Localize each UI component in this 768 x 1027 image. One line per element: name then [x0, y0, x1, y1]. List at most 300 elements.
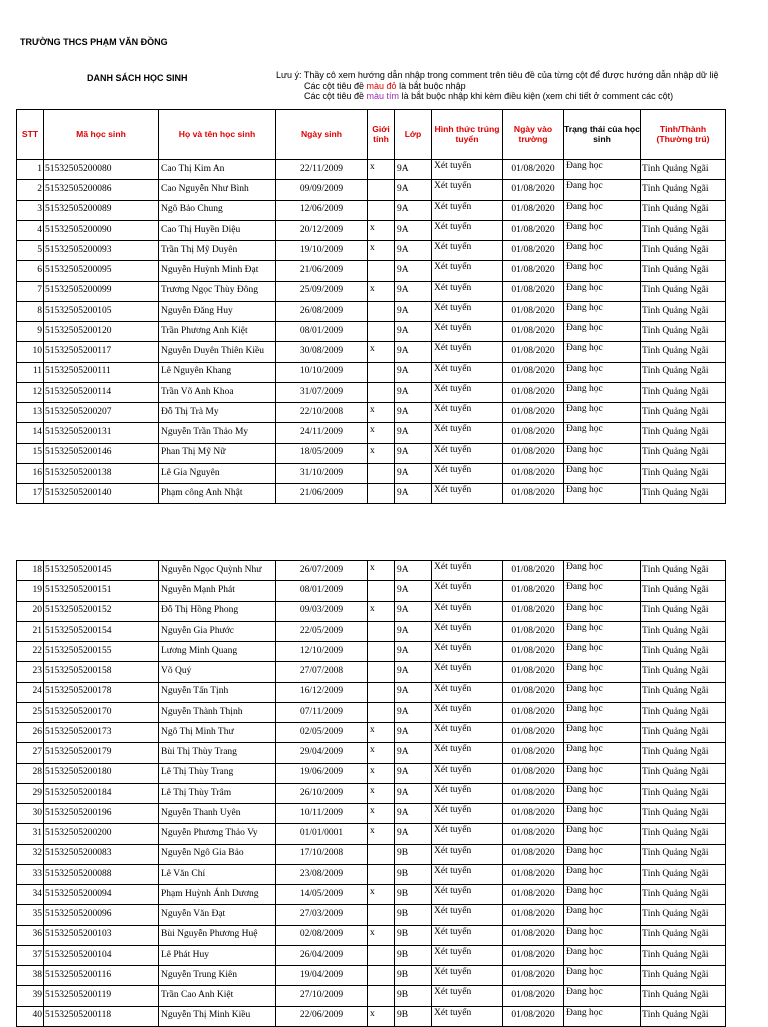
cell-class[interactable]: 9A — [395, 581, 432, 601]
cell-class[interactable]: 9A — [395, 763, 432, 783]
cell-birth-date[interactable]: 17/10/2008 — [276, 844, 368, 864]
cell-birth-date[interactable]: 29/04/2009 — [276, 743, 368, 763]
cell-stt[interactable]: 5 — [17, 241, 44, 261]
cell-stt[interactable]: 8 — [17, 301, 44, 321]
cell-status[interactable]: Đang học — [564, 1006, 641, 1026]
cell-province[interactable]: Tỉnh Quảng Ngãi — [641, 160, 726, 180]
cell-enroll-date[interactable]: 01/08/2020 — [503, 301, 564, 321]
cell-student-id[interactable]: 51532505200094 — [44, 885, 159, 905]
cell-status[interactable]: Đang học — [564, 723, 641, 743]
cell-student-name[interactable]: Phan Thị Mỹ Nữ — [159, 443, 276, 463]
cell-admission-type[interactable]: Xét tuyển — [432, 180, 503, 200]
cell-enroll-date[interactable]: 01/08/2020 — [503, 463, 564, 483]
cell-enroll-date[interactable]: 01/08/2020 — [503, 743, 564, 763]
cell-status[interactable]: Đang học — [564, 702, 641, 722]
cell-birth-date[interactable]: 12/10/2009 — [276, 642, 368, 662]
cell-student-name[interactable]: Nguyễn Phương Thảo Vy — [159, 824, 276, 844]
cell-stt[interactable]: 24 — [17, 682, 44, 702]
cell-province[interactable]: Tỉnh Quảng Ngãi — [641, 824, 726, 844]
cell-enroll-date[interactable]: 01/08/2020 — [503, 443, 564, 463]
cell-province[interactable]: Tỉnh Quảng Ngãi — [641, 423, 726, 443]
cell-province[interactable]: Tỉnh Quảng Ngãi — [641, 200, 726, 220]
cell-stt[interactable]: 26 — [17, 723, 44, 743]
cell-student-id[interactable]: 51532505200120 — [44, 322, 159, 342]
cell-province[interactable]: Tỉnh Quảng Ngãi — [641, 844, 726, 864]
cell-province[interactable]: Tỉnh Quảng Ngãi — [641, 281, 726, 301]
cell-gender[interactable]: x — [368, 925, 395, 945]
cell-birth-date[interactable]: 21/06/2009 — [276, 261, 368, 281]
cell-gender[interactable]: x — [368, 824, 395, 844]
cell-student-id[interactable]: 51532505200105 — [44, 301, 159, 321]
cell-class[interactable]: 9B — [395, 864, 432, 884]
cell-gender[interactable] — [368, 621, 395, 641]
cell-enroll-date[interactable]: 01/08/2020 — [503, 241, 564, 261]
cell-student-name[interactable]: Lê Phát Huy — [159, 945, 276, 965]
cell-class[interactable]: 9A — [395, 403, 432, 423]
cell-student-id[interactable]: 51532505200090 — [44, 220, 159, 240]
cell-status[interactable]: Đang học — [564, 642, 641, 662]
cell-province[interactable]: Tỉnh Quảng Ngãi — [641, 763, 726, 783]
cell-enroll-date[interactable]: 01/08/2020 — [503, 281, 564, 301]
cell-birth-date[interactable]: 10/10/2009 — [276, 362, 368, 382]
cell-province[interactable]: Tỉnh Quảng Ngãi — [641, 702, 726, 722]
cell-enroll-date[interactable]: 01/08/2020 — [503, 601, 564, 621]
cell-student-name[interactable]: Nguyễn Thị Minh Kiều — [159, 1006, 276, 1026]
cell-stt[interactable]: 16 — [17, 463, 44, 483]
cell-stt[interactable]: 13 — [17, 403, 44, 423]
cell-birth-date[interactable]: 10/11/2009 — [276, 804, 368, 824]
cell-admission-type[interactable]: Xét tuyển — [432, 642, 503, 662]
cell-status[interactable]: Đang học — [564, 241, 641, 261]
cell-class[interactable]: 9A — [395, 180, 432, 200]
cell-admission-type[interactable]: Xét tuyển — [432, 322, 503, 342]
cell-status[interactable]: Đang học — [564, 783, 641, 803]
cell-gender[interactable] — [368, 200, 395, 220]
cell-gender[interactable] — [368, 463, 395, 483]
cell-enroll-date[interactable]: 01/08/2020 — [503, 180, 564, 200]
cell-birth-date[interactable]: 27/03/2009 — [276, 905, 368, 925]
cell-status[interactable]: Đang học — [564, 382, 641, 402]
cell-stt[interactable]: 10 — [17, 342, 44, 362]
cell-admission-type[interactable]: Xét tuyển — [432, 220, 503, 240]
cell-gender[interactable] — [368, 180, 395, 200]
cell-class[interactable]: 9B — [395, 844, 432, 864]
cell-gender[interactable]: x — [368, 342, 395, 362]
cell-gender[interactable]: x — [368, 443, 395, 463]
cell-admission-type[interactable]: Xét tuyển — [432, 342, 503, 362]
cell-status[interactable]: Đang học — [564, 844, 641, 864]
cell-stt[interactable]: 18 — [17, 561, 44, 581]
cell-birth-date[interactable]: 31/07/2009 — [276, 382, 368, 402]
cell-enroll-date[interactable]: 01/08/2020 — [503, 220, 564, 240]
cell-admission-type[interactable]: Xét tuyển — [432, 763, 503, 783]
cell-student-id[interactable]: 51532505200140 — [44, 484, 159, 504]
cell-province[interactable]: Tỉnh Quảng Ngãi — [641, 642, 726, 662]
cell-province[interactable]: Tỉnh Quảng Ngãi — [641, 743, 726, 763]
cell-student-name[interactable]: Bùi Thị Thùy Trang — [159, 743, 276, 763]
cell-enroll-date[interactable]: 01/08/2020 — [503, 925, 564, 945]
cell-birth-date[interactable]: 26/10/2009 — [276, 783, 368, 803]
cell-gender[interactable]: x — [368, 561, 395, 581]
cell-admission-type[interactable]: Xét tuyển — [432, 621, 503, 641]
cell-student-id[interactable]: 51532505200119 — [44, 986, 159, 1006]
cell-stt[interactable]: 36 — [17, 925, 44, 945]
cell-stt[interactable]: 7 — [17, 281, 44, 301]
cell-student-name[interactable]: Nguyễn Ngọc Quỳnh Như — [159, 561, 276, 581]
cell-class[interactable]: 9A — [395, 322, 432, 342]
cell-enroll-date[interactable]: 01/08/2020 — [503, 945, 564, 965]
cell-student-name[interactable]: Lê Nguyên Khang — [159, 362, 276, 382]
cell-birth-date[interactable]: 31/10/2009 — [276, 463, 368, 483]
cell-birth-date[interactable]: 26/04/2009 — [276, 945, 368, 965]
cell-gender[interactable] — [368, 581, 395, 601]
cell-student-id[interactable]: 51532505200158 — [44, 662, 159, 682]
cell-admission-type[interactable]: Xét tuyển — [432, 484, 503, 504]
cell-student-name[interactable]: Nguyễn Tấn Tịnh — [159, 682, 276, 702]
cell-enroll-date[interactable]: 01/08/2020 — [503, 864, 564, 884]
cell-province[interactable]: Tỉnh Quảng Ngãi — [641, 301, 726, 321]
cell-birth-date[interactable]: 27/07/2008 — [276, 662, 368, 682]
cell-gender[interactable] — [368, 261, 395, 281]
cell-enroll-date[interactable]: 01/08/2020 — [503, 844, 564, 864]
cell-enroll-date[interactable]: 01/08/2020 — [503, 382, 564, 402]
cell-admission-type[interactable]: Xét tuyển — [432, 945, 503, 965]
cell-student-name[interactable]: Lương Minh Quang — [159, 642, 276, 662]
cell-enroll-date[interactable]: 01/08/2020 — [503, 642, 564, 662]
cell-status[interactable]: Đang học — [564, 905, 641, 925]
cell-province[interactable]: Tỉnh Quảng Ngãi — [641, 682, 726, 702]
cell-birth-date[interactable]: 25/09/2009 — [276, 281, 368, 301]
cell-province[interactable]: Tỉnh Quảng Ngãi — [641, 322, 726, 342]
cell-student-id[interactable]: 51532505200083 — [44, 844, 159, 864]
cell-status[interactable]: Đang học — [564, 443, 641, 463]
cell-gender[interactable]: x — [368, 885, 395, 905]
cell-stt[interactable]: 22 — [17, 642, 44, 662]
cell-province[interactable]: Tỉnh Quảng Ngãi — [641, 342, 726, 362]
cell-birth-date[interactable]: 01/01/0001 — [276, 824, 368, 844]
cell-admission-type[interactable]: Xét tuyển — [432, 463, 503, 483]
cell-enroll-date[interactable]: 01/08/2020 — [503, 905, 564, 925]
cell-province[interactable]: Tỉnh Quảng Ngãi — [641, 581, 726, 601]
cell-status[interactable]: Đang học — [564, 403, 641, 423]
cell-status[interactable]: Đang học — [564, 864, 641, 884]
cell-province[interactable]: Tỉnh Quảng Ngãi — [641, 180, 726, 200]
cell-province[interactable]: Tỉnh Quảng Ngãi — [641, 783, 726, 803]
cell-student-id[interactable]: 51532505200152 — [44, 601, 159, 621]
cell-student-id[interactable]: 51532505200086 — [44, 180, 159, 200]
cell-province[interactable]: Tỉnh Quảng Ngãi — [641, 362, 726, 382]
cell-gender[interactable]: x — [368, 783, 395, 803]
cell-student-name[interactable]: Trần Thị Mỹ Duyên — [159, 241, 276, 261]
cell-student-name[interactable]: Đỗ Thị Trà My — [159, 403, 276, 423]
cell-student-id[interactable]: 51532505200104 — [44, 945, 159, 965]
cell-enroll-date[interactable]: 01/08/2020 — [503, 423, 564, 443]
cell-birth-date[interactable]: 22/05/2009 — [276, 621, 368, 641]
cell-gender[interactable] — [368, 362, 395, 382]
cell-status[interactable]: Đang học — [564, 743, 641, 763]
cell-admission-type[interactable]: Xét tuyển — [432, 443, 503, 463]
cell-enroll-date[interactable]: 01/08/2020 — [503, 362, 564, 382]
cell-status[interactable]: Đang học — [564, 423, 641, 443]
cell-birth-date[interactable]: 20/12/2009 — [276, 220, 368, 240]
cell-student-id[interactable]: 51532505200099 — [44, 281, 159, 301]
cell-status[interactable]: Đang học — [564, 824, 641, 844]
cell-stt[interactable]: 14 — [17, 423, 44, 443]
cell-admission-type[interactable]: Xét tuyển — [432, 561, 503, 581]
cell-class[interactable]: 9A — [395, 561, 432, 581]
cell-class[interactable]: 9A — [395, 423, 432, 443]
cell-admission-type[interactable]: Xét tuyển — [432, 160, 503, 180]
cell-status[interactable]: Đang học — [564, 561, 641, 581]
cell-student-name[interactable]: Lê Gia Nguyên — [159, 463, 276, 483]
cell-status[interactable]: Đang học — [564, 804, 641, 824]
cell-status[interactable]: Đang học — [564, 342, 641, 362]
cell-student-name[interactable]: Nguyễn Duyên Thiên Kiều — [159, 342, 276, 362]
cell-student-name[interactable]: Nguyễn Trần Thảo My — [159, 423, 276, 443]
cell-gender[interactable] — [368, 966, 395, 986]
cell-birth-date[interactable]: 27/10/2009 — [276, 986, 368, 1006]
cell-enroll-date[interactable]: 01/08/2020 — [503, 484, 564, 504]
cell-stt[interactable]: 29 — [17, 783, 44, 803]
cell-student-name[interactable]: Cao Thị Huyền Diệu — [159, 220, 276, 240]
cell-province[interactable]: Tỉnh Quảng Ngãi — [641, 621, 726, 641]
cell-gender[interactable] — [368, 662, 395, 682]
cell-admission-type[interactable]: Xét tuyển — [432, 804, 503, 824]
cell-class[interactable]: 9A — [395, 662, 432, 682]
cell-student-id[interactable]: 51532505200088 — [44, 864, 159, 884]
cell-student-name[interactable]: Nguyễn Mạnh Phát — [159, 581, 276, 601]
cell-enroll-date[interactable]: 01/08/2020 — [503, 261, 564, 281]
cell-admission-type[interactable]: Xét tuyển — [432, 403, 503, 423]
cell-province[interactable]: Tỉnh Quảng Ngãi — [641, 662, 726, 682]
cell-enroll-date[interactable]: 01/08/2020 — [503, 403, 564, 423]
cell-student-name[interactable]: Nguyễn Văn Đạt — [159, 905, 276, 925]
cell-admission-type[interactable]: Xét tuyển — [432, 864, 503, 884]
cell-stt[interactable]: 20 — [17, 601, 44, 621]
cell-class[interactable]: 9B — [395, 905, 432, 925]
cell-admission-type[interactable]: Xét tuyển — [432, 1006, 503, 1026]
cell-admission-type[interactable]: Xét tuyển — [432, 601, 503, 621]
cell-birth-date[interactable]: 09/09/2009 — [276, 180, 368, 200]
cell-admission-type[interactable]: Xét tuyển — [432, 423, 503, 443]
cell-status[interactable]: Đang học — [564, 966, 641, 986]
cell-student-id[interactable]: 51532505200200 — [44, 824, 159, 844]
cell-admission-type[interactable]: Xét tuyển — [432, 281, 503, 301]
cell-enroll-date[interactable]: 01/08/2020 — [503, 783, 564, 803]
cell-admission-type[interactable]: Xét tuyển — [432, 261, 503, 281]
cell-stt[interactable]: 9 — [17, 322, 44, 342]
cell-province[interactable]: Tỉnh Quảng Ngãi — [641, 925, 726, 945]
cell-admission-type[interactable]: Xét tuyển — [432, 723, 503, 743]
cell-admission-type[interactable]: Xét tuyển — [432, 925, 503, 945]
cell-class[interactable]: 9B — [395, 966, 432, 986]
cell-status[interactable]: Đang học — [564, 885, 641, 905]
cell-student-id[interactable]: 51532505200178 — [44, 682, 159, 702]
cell-province[interactable]: Tỉnh Quảng Ngãi — [641, 382, 726, 402]
cell-enroll-date[interactable]: 01/08/2020 — [503, 966, 564, 986]
cell-class[interactable]: 9A — [395, 621, 432, 641]
cell-province[interactable]: Tỉnh Quảng Ngãi — [641, 484, 726, 504]
cell-gender[interactable] — [368, 682, 395, 702]
cell-student-name[interactable]: Trương Ngọc Thùy Đông — [159, 281, 276, 301]
cell-class[interactable]: 9A — [395, 160, 432, 180]
cell-status[interactable]: Đang học — [564, 160, 641, 180]
cell-student-name[interactable]: Nguyễn Đăng Huy — [159, 301, 276, 321]
cell-gender[interactable] — [368, 702, 395, 722]
cell-student-name[interactable]: Nguyễn Gia Phước — [159, 621, 276, 641]
cell-class[interactable]: 9B — [395, 885, 432, 905]
cell-birth-date[interactable]: 19/04/2009 — [276, 966, 368, 986]
cell-stt[interactable]: 21 — [17, 621, 44, 641]
cell-status[interactable]: Đang học — [564, 180, 641, 200]
cell-class[interactable]: 9A — [395, 220, 432, 240]
cell-student-id[interactable]: 51532505200114 — [44, 382, 159, 402]
cell-enroll-date[interactable]: 01/08/2020 — [503, 342, 564, 362]
cell-stt[interactable]: 35 — [17, 905, 44, 925]
cell-class[interactable]: 9A — [395, 261, 432, 281]
cell-admission-type[interactable]: Xét tuyển — [432, 702, 503, 722]
cell-stt[interactable]: 17 — [17, 484, 44, 504]
cell-class[interactable]: 9A — [395, 723, 432, 743]
cell-stt[interactable]: 30 — [17, 804, 44, 824]
cell-gender[interactable] — [368, 864, 395, 884]
cell-class[interactable]: 9B — [395, 1006, 432, 1026]
cell-enroll-date[interactable]: 01/08/2020 — [503, 1006, 564, 1026]
cell-province[interactable]: Tỉnh Quảng Ngãi — [641, 403, 726, 423]
cell-status[interactable]: Đang học — [564, 261, 641, 281]
cell-enroll-date[interactable]: 01/08/2020 — [503, 885, 564, 905]
cell-class[interactable]: 9B — [395, 945, 432, 965]
cell-birth-date[interactable]: 14/05/2009 — [276, 885, 368, 905]
cell-student-id[interactable]: 51532505200111 — [44, 362, 159, 382]
cell-stt[interactable]: 40 — [17, 1006, 44, 1026]
cell-admission-type[interactable]: Xét tuyển — [432, 382, 503, 402]
cell-birth-date[interactable]: 24/11/2009 — [276, 423, 368, 443]
cell-gender[interactable] — [368, 382, 395, 402]
cell-class[interactable]: 9A — [395, 443, 432, 463]
cell-stt[interactable]: 27 — [17, 743, 44, 763]
cell-gender[interactable]: x — [368, 804, 395, 824]
cell-province[interactable]: Tỉnh Quảng Ngãi — [641, 241, 726, 261]
cell-gender[interactable] — [368, 642, 395, 662]
cell-status[interactable]: Đang học — [564, 986, 641, 1006]
cell-student-name[interactable]: Ngô Bảo Chung — [159, 200, 276, 220]
cell-stt[interactable]: 11 — [17, 362, 44, 382]
cell-birth-date[interactable]: 16/12/2009 — [276, 682, 368, 702]
cell-status[interactable]: Đang học — [564, 463, 641, 483]
cell-class[interactable]: 9A — [395, 682, 432, 702]
cell-class[interactable]: 9A — [395, 484, 432, 504]
cell-gender[interactable]: x — [368, 743, 395, 763]
cell-province[interactable]: Tỉnh Quảng Ngãi — [641, 601, 726, 621]
cell-student-name[interactable]: Cao Thị Kim An — [159, 160, 276, 180]
cell-stt[interactable]: 6 — [17, 261, 44, 281]
cell-class[interactable]: 9A — [395, 241, 432, 261]
cell-birth-date[interactable]: 12/06/2009 — [276, 200, 368, 220]
cell-class[interactable]: 9A — [395, 382, 432, 402]
cell-gender[interactable]: x — [368, 1006, 395, 1026]
cell-gender[interactable] — [368, 905, 395, 925]
cell-gender[interactable]: x — [368, 763, 395, 783]
cell-province[interactable]: Tỉnh Quảng Ngãi — [641, 945, 726, 965]
cell-enroll-date[interactable]: 01/08/2020 — [503, 160, 564, 180]
cell-stt[interactable]: 15 — [17, 443, 44, 463]
cell-class[interactable]: 9A — [395, 301, 432, 321]
cell-status[interactable]: Đang học — [564, 662, 641, 682]
cell-admission-type[interactable]: Xét tuyển — [432, 362, 503, 382]
cell-birth-date[interactable]: 26/07/2009 — [276, 561, 368, 581]
cell-province[interactable]: Tỉnh Quảng Ngãi — [641, 864, 726, 884]
cell-stt[interactable]: 31 — [17, 824, 44, 844]
cell-province[interactable]: Tỉnh Quảng Ngãi — [641, 905, 726, 925]
cell-gender[interactable] — [368, 301, 395, 321]
cell-status[interactable]: Đang học — [564, 925, 641, 945]
cell-student-id[interactable]: 51532505200103 — [44, 925, 159, 945]
cell-stt[interactable]: 25 — [17, 702, 44, 722]
cell-student-name[interactable]: Trần Phương Anh Kiệt — [159, 322, 276, 342]
cell-birth-date[interactable]: 02/05/2009 — [276, 723, 368, 743]
cell-stt[interactable]: 19 — [17, 581, 44, 601]
cell-status[interactable]: Đang học — [564, 200, 641, 220]
cell-province[interactable]: Tỉnh Quảng Ngãi — [641, 261, 726, 281]
cell-student-name[interactable]: Phạm Huỳnh Ánh Dương — [159, 885, 276, 905]
cell-birth-date[interactable]: 30/08/2009 — [276, 342, 368, 362]
cell-gender[interactable] — [368, 945, 395, 965]
cell-stt[interactable]: 3 — [17, 200, 44, 220]
cell-stt[interactable]: 34 — [17, 885, 44, 905]
cell-stt[interactable]: 39 — [17, 986, 44, 1006]
cell-gender[interactable]: x — [368, 423, 395, 443]
cell-student-id[interactable]: 51532505200145 — [44, 561, 159, 581]
cell-status[interactable]: Đang học — [564, 601, 641, 621]
cell-student-name[interactable]: Nguyễn Thanh Uyên — [159, 804, 276, 824]
cell-birth-date[interactable]: 22/06/2009 — [276, 1006, 368, 1026]
cell-class[interactable]: 9B — [395, 986, 432, 1006]
cell-student-id[interactable]: 51532505200154 — [44, 621, 159, 641]
cell-enroll-date[interactable]: 01/08/2020 — [503, 662, 564, 682]
cell-student-id[interactable]: 51532505200155 — [44, 642, 159, 662]
cell-class[interactable]: 9A — [395, 804, 432, 824]
cell-enroll-date[interactable]: 01/08/2020 — [503, 322, 564, 342]
cell-stt[interactable]: 1 — [17, 160, 44, 180]
cell-admission-type[interactable]: Xét tuyển — [432, 844, 503, 864]
cell-student-name[interactable]: Nguyễn Trung Kiên — [159, 966, 276, 986]
cell-province[interactable]: Tỉnh Quảng Ngãi — [641, 723, 726, 743]
cell-student-id[interactable]: 51532505200207 — [44, 403, 159, 423]
cell-gender[interactable]: x — [368, 601, 395, 621]
cell-student-name[interactable]: Nguyễn Huỳnh Minh Đạt — [159, 261, 276, 281]
cell-class[interactable]: 9A — [395, 601, 432, 621]
cell-enroll-date[interactable]: 01/08/2020 — [503, 763, 564, 783]
cell-class[interactable]: 9A — [395, 463, 432, 483]
cell-province[interactable]: Tỉnh Quảng Ngãi — [641, 220, 726, 240]
cell-student-name[interactable]: Lê Văn Chí — [159, 864, 276, 884]
cell-status[interactable]: Đang học — [564, 763, 641, 783]
cell-enroll-date[interactable]: 01/08/2020 — [503, 682, 564, 702]
cell-student-name[interactable]: Phạm công Anh Nhật — [159, 484, 276, 504]
cell-student-name[interactable]: Lê Thị Thùy Trâm — [159, 783, 276, 803]
cell-enroll-date[interactable]: 01/08/2020 — [503, 723, 564, 743]
cell-status[interactable]: Đang học — [564, 301, 641, 321]
cell-birth-date[interactable]: 19/10/2009 — [276, 241, 368, 261]
cell-enroll-date[interactable]: 01/08/2020 — [503, 581, 564, 601]
cell-enroll-date[interactable]: 01/08/2020 — [503, 804, 564, 824]
cell-student-name[interactable]: Trần Võ Anh Khoa — [159, 382, 276, 402]
cell-province[interactable]: Tỉnh Quảng Ngãi — [641, 443, 726, 463]
cell-birth-date[interactable]: 22/11/2009 — [276, 160, 368, 180]
cell-province[interactable]: Tỉnh Quảng Ngãi — [641, 804, 726, 824]
cell-enroll-date[interactable]: 01/08/2020 — [503, 702, 564, 722]
